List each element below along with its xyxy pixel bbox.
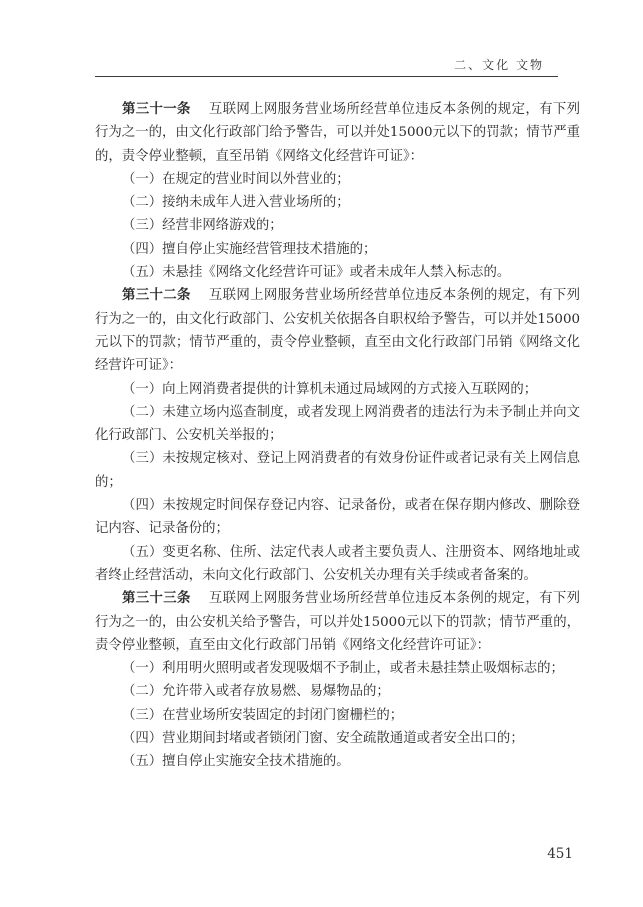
list-item: （一）利用明火照明或者发现吸烟不予制止，或者未悬挂禁止吸烟标志的；	[122, 661, 564, 677]
list-item: （五）未悬挂《网络文化经营许可证》或者未成年人禁入标志的。	[122, 265, 511, 281]
list-item: （二）允许带入或者存放易燃、易爆物品的；	[122, 684, 390, 700]
article-text: 互联网上网服务营业场所经营单位违反本条例的规定，有下列行为之一的，由公安机关给予警告，可以并处15000元以下的罚款；情节严重的，责令停业整顿，直至由文化行政部门吊销《网络文化经营许可证》：	[95, 591, 581, 653]
list-item: （二）接纳未成年人进入营业场所的；	[122, 195, 350, 211]
article-33	[95, 587, 580, 657]
list-item: （五）变更名称、住所、法定代表人或者主要负责人、注册资本、网络地址或者终止经营活动，未向文化行政部门、公安机关办理有关手续或者备案的。	[95, 544, 580, 583]
article-number: 第三十三条	[122, 591, 191, 607]
list-item: （四）未按规定时间保存登记内容、记录备份，或者在保存期内修改、删除登记内容、记录备份的；	[95, 498, 580, 537]
list-item: （五）擅自停止实施安全技术措施的。	[122, 754, 350, 770]
article-number: 第三十二条	[122, 288, 191, 304]
document-body	[95, 98, 580, 774]
list-item: （四）擅自停止实施经营管理技术措施的；	[122, 241, 377, 257]
page-header	[95, 54, 558, 77]
article-text: 互联网上网服务营业场所经营单位违反本条例的规定，有下列行为之一的，由文化行政部门给予警告，可以并处15000元以下的罚款；情节严重的，责令停业整顿，直至吊销《网络文化经营许可证》：	[95, 102, 581, 164]
article-text: 互联网上网服务营业场所经营单位违反本条例的规定，有下列行为之一的，由文化行政部门、公安机关依据各自职权给予警告，可以并处15000元以下的罚款；情节严重的，责令停业整顿，直至由文化行政部门吊销《网络文化经营许可证》：	[95, 288, 581, 374]
list-item: （二）未建立场内巡查制度，或者发现上网消费者的违法行为未予制止并向文化行政部门、公安机关举报的；	[95, 404, 580, 444]
list-item: （三）经营非网络游戏的；	[122, 218, 283, 234]
article-32	[95, 284, 580, 377]
article-31	[95, 98, 580, 168]
list-item: （三）未按规定核对、登记上网消费者的有效身份证件或者记录有关上网信息的；	[95, 451, 580, 490]
list-item: （一）在规定的营业时间以外营业的；	[122, 171, 350, 187]
list-item: （三）在营业场所安装固定的封闭门窗栅栏的；	[122, 707, 404, 723]
article-number: 第三十一条	[122, 102, 191, 117]
page-number: 451	[547, 846, 573, 862]
list-item: （一）向上网消费者提供的计算机未通过局域网的方式接入互联网的；	[122, 381, 538, 397]
list-item: （四）营业期间封堵或者锁闭门窗、安全疏散通道或者安全出口的；	[122, 731, 524, 747]
section-title: 二、文化 文物	[454, 58, 544, 72]
